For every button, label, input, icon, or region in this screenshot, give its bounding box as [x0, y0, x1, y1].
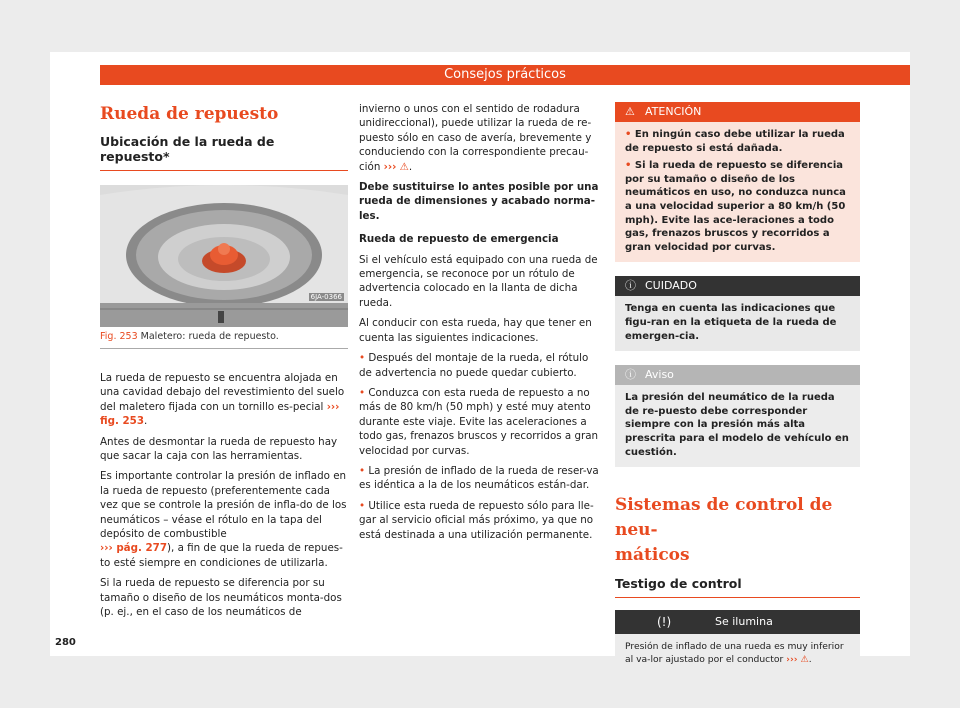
paragraph: Antes de desmontar la rueda de repuesto hay que sacar la caja con las herramientas. [100, 435, 338, 463]
note-box-header [615, 365, 860, 385]
note-box-body: La presión del neumático de la rueda de re-puesto debe corresponder siempre con la presión más alta prescrita para el modelo de vehículo en cuestión. [615, 385, 860, 467]
section-title-line: Sistemas de control de neu- [615, 495, 833, 541]
list-item: • Después del montaje de la rueda, el rótulo de advertencia no puede quedar cubierto. [359, 351, 603, 380]
header-bar: Consejos prácticos [100, 65, 910, 85]
figure-caption [100, 331, 348, 349]
paragraph: Al conducir con esta rueda, hay que tener en cuenta las siguientes indicaciones. [359, 317, 592, 344]
column-1 [100, 102, 348, 620]
warning-triangle-icon: ⚠ [625, 105, 635, 118]
caption-number: Fig. 253 [100, 331, 138, 342]
paragraph [100, 371, 348, 429]
column-3 [615, 102, 860, 672]
lamp-text: Presión de inflado de una rueda es muy inferior al va-lor ajustado por el conductor [625, 641, 844, 666]
column-2 [359, 102, 603, 542]
paragraph [100, 469, 348, 570]
page-link[interactable]: ››› pág. 277 [100, 542, 167, 555]
indicator-lamp-header [615, 610, 860, 634]
warning-box-body [615, 122, 860, 262]
caution-title: CUIDADO [645, 279, 697, 293]
paragraph-text: Es importante controlar la presión de inflado en la rueda de repuesto (preferentemente cada vez que se controle la presión de infla-do de los neumáticos – véase el rótulo en la tapa del depósito de combustible [100, 470, 347, 541]
warning-triangle-icon: ⚠ [800, 654, 809, 666]
page [50, 52, 910, 666]
list-item: • Si la rueda de repuesto se diferencia por su tamaño o diseño de los neumáticos en uso, no conduzca nunca a una velocidad superior a 80 km/h (50 mph). Evite las ace-leraciones a todo gas, frenazos bruscos y recorridos a gran velocidad por curvas. [625, 159, 850, 254]
spare-wheel-illustration [100, 185, 348, 327]
caution-circle-icon: ⓘ [625, 279, 636, 293]
figure-code: 6JA-0366 [310, 293, 342, 301]
paragraph-text: ), a fin de que la rueda de repues-to esté siempre en condiciones de utilizarla. [100, 542, 343, 569]
list-item: • Utilice esta rueda de repuesto sólo para lle-gar al servicio oficial más próximo, ya que no está destinada a una utilización permanente. [359, 499, 603, 542]
subsection-title: Testigo de control [615, 576, 860, 598]
figure-link[interactable]: ››› fig. 253 [100, 400, 340, 428]
info-icon: ⓘ [625, 368, 636, 382]
paragraph-text: La rueda de repuesto se encuentra alojada en una cavidad debajo del revestimiento del suelo del maletero fijada con un tornillo es-pecial [100, 372, 345, 413]
page-number: 280 [55, 637, 76, 648]
section-title-line: máticos [615, 545, 690, 566]
list-item: • En ningún caso debe utilizar la rueda de repuesto si está dañada. [625, 128, 850, 155]
paragraph-bold: Debe sustituirse lo antes posible por una rueda de dimensiones y acabado norma-les. [359, 181, 599, 222]
paragraph-heading: Rueda de repuesto de emergencia [359, 233, 559, 246]
list-item: • Conduzca con esta rueda de repuesto a no más de 80 km/h (50 mph) y esté muy atento durante este viaje. Evite las aceleraciones a todo gas, frenazos bruscos y recorridos a gran velocidad por curvas. [359, 386, 603, 458]
paragraph-text: . [144, 415, 148, 428]
spare-wheel-figure [100, 185, 348, 327]
indicator-lamp-body: Presión de inflado de una rueda es muy inferior al va-lor ajustado por el conductor ››› ⚠. [615, 634, 860, 672]
warning-box-header [615, 102, 860, 122]
caption-text: Maletero: rueda de repuesto. [140, 331, 279, 342]
section-title [615, 493, 860, 568]
warning-title: ATENCIÓN [645, 105, 702, 118]
section-title: Rueda de repuesto [100, 104, 279, 124]
caution-box [615, 276, 860, 351]
caution-box-header [615, 276, 860, 296]
paragraph: Si el vehículo está equipado con una rueda de emergencia, se reconoce por un rótulo de advertencia colocado en la llanta de dicha rueda. [359, 253, 598, 309]
warning-box [615, 102, 860, 262]
paragraph: Si la rueda de repuesto se diferencia por su tamaño o diseño de los neumáticos monta-dos (p. ej., en el caso de los neumáticos de [100, 577, 342, 619]
tire-pressure-icon: (!) [657, 615, 672, 630]
caution-box-body: Tenga en cuenta las indicaciones que figu-ran en la etiqueta de la rueda de emergen-cia. [615, 296, 860, 351]
warning-link[interactable]: ››› [786, 654, 798, 666]
list-item: • La presión de inflado de la rueda de reser-va es idéntica a la de los neumáticos están-dar. [359, 464, 603, 493]
note-title: Aviso [645, 368, 674, 382]
note-box [615, 365, 860, 467]
lamp-label: Se ilumina [715, 615, 773, 629]
warning-link[interactable]: ››› [383, 160, 397, 173]
paragraph-text: invierno o unos con el sentido de rodadura unidireccional), puede utilizar la rueda de re-puesto sólo en caso de avería, brevemente y conduciendo con la correspondiente precau-ción [359, 103, 592, 173]
subsection-title: Ubicación de la rueda de repuesto* [100, 134, 348, 171]
warning-triangle-icon: ⚠ [399, 160, 409, 173]
paragraph: invierno o unos con el sentido de rodadura unidireccional), puede utilizar la rueda de re-puesto sólo en caso de avería, brevemente y conduciendo con la correspondiente precau-ción ››› ⚠. [359, 103, 592, 173]
